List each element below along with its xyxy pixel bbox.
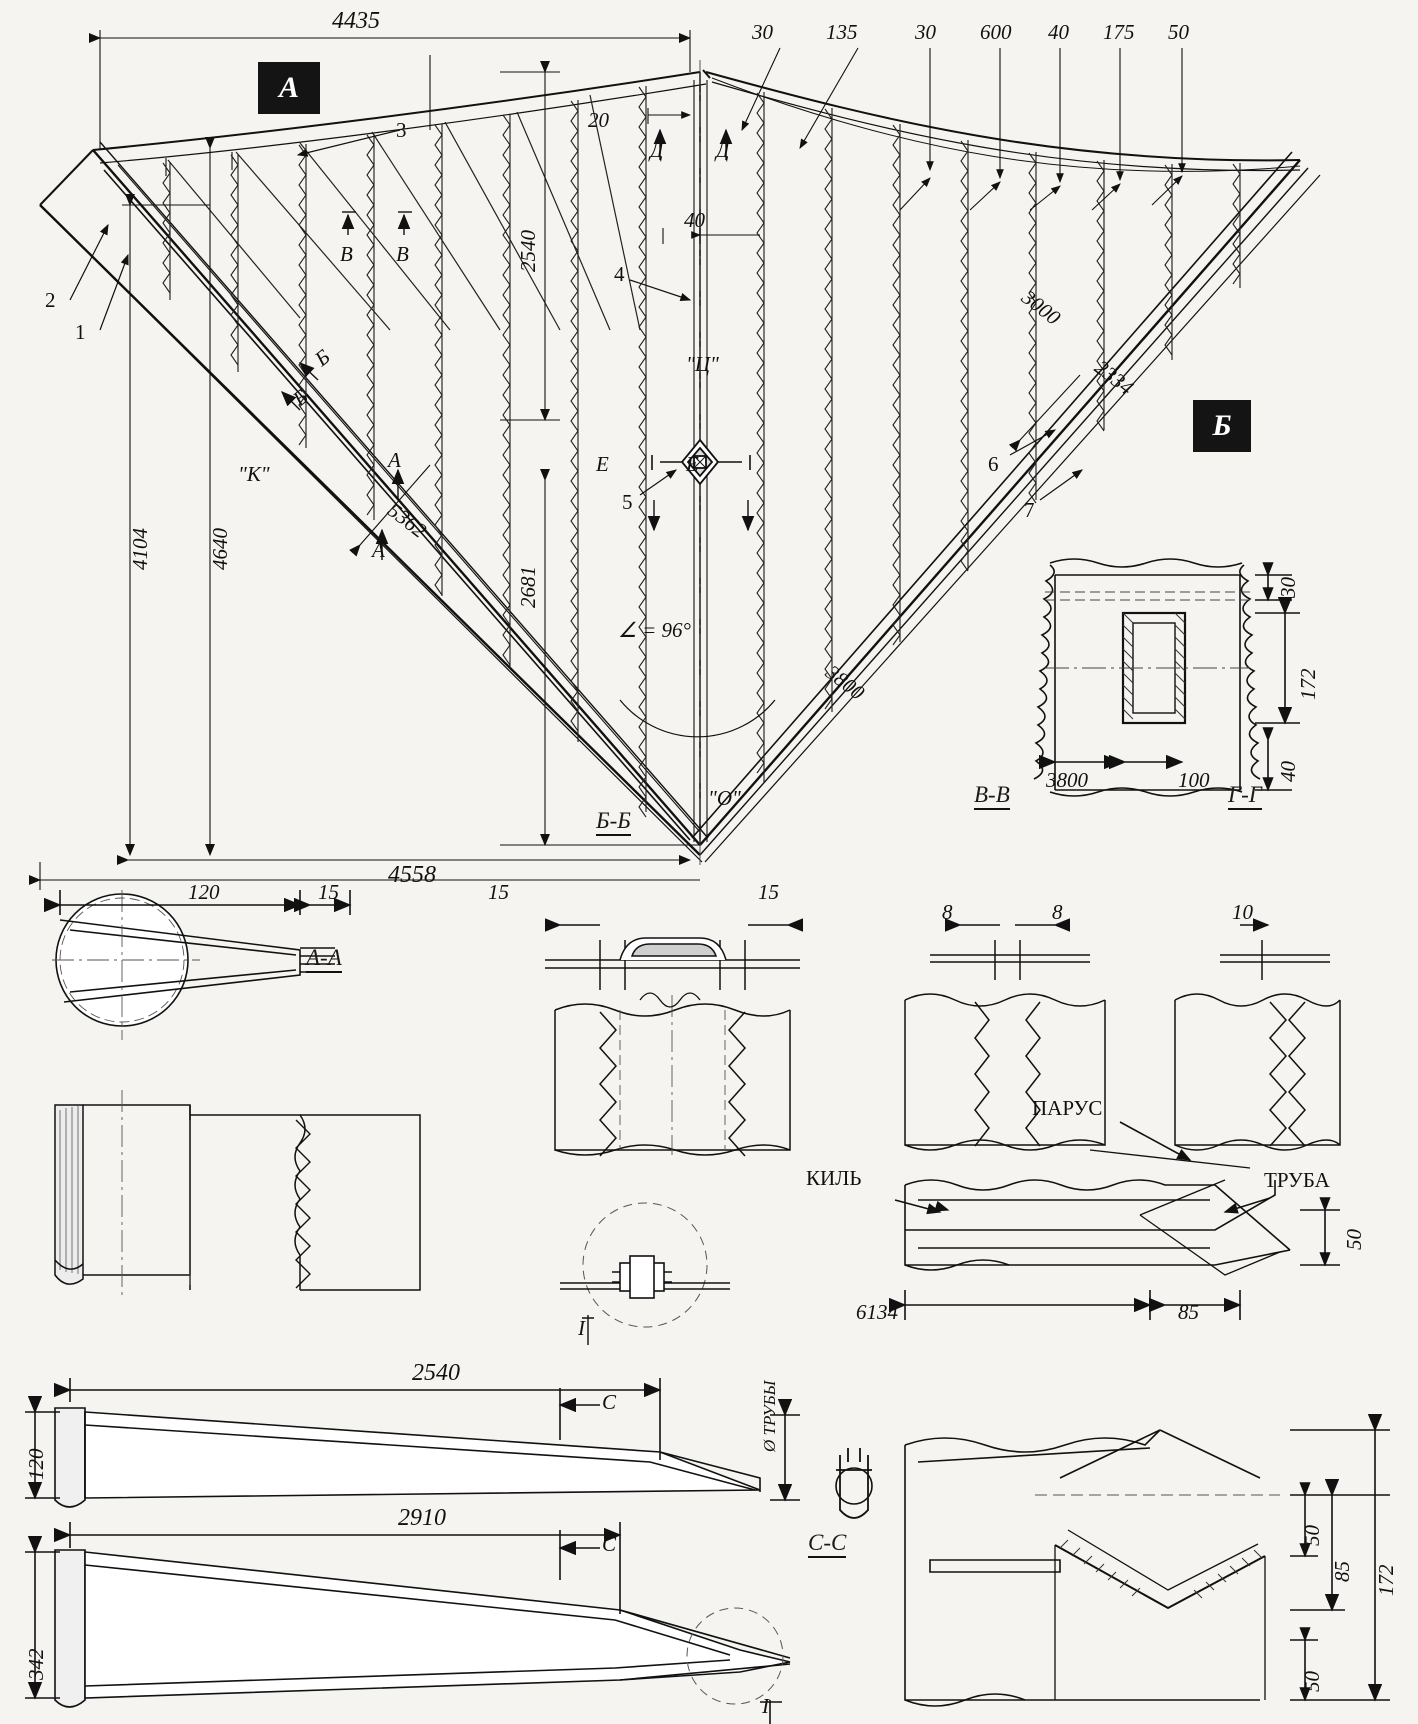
dim-3800: 3800 <box>821 660 870 705</box>
part-number-1: 1 <box>75 320 86 344</box>
view-tag-b-label: Б <box>1212 409 1232 442</box>
aa-dim-120: 120 <box>188 880 220 904</box>
dim-5362: 5362 <box>383 498 432 543</box>
part-number-6: 6 <box>988 452 999 476</box>
dim-2681: 2681 <box>516 566 540 608</box>
section-title-cc-label: С-С <box>808 1530 846 1558</box>
view-tag-a <box>258 62 320 114</box>
dim-20: 20 <box>588 108 609 132</box>
mark-e-left: Е <box>596 452 609 476</box>
vv-dim-100: 100 <box>1178 768 1210 792</box>
br-dim-50-lower: 50 <box>1300 1671 1324 1692</box>
view-tag-a-label: А <box>278 71 299 104</box>
bl-dim-120: 120 <box>24 1448 48 1480</box>
bl-dim-2910: 2910 <box>398 1505 446 1531</box>
view-tag-b <box>1193 400 1251 452</box>
mark-b-upper: Б <box>310 344 335 371</box>
mark-ts: "Ц" <box>686 352 719 376</box>
vv-dim-40: 40 <box>1276 761 1300 782</box>
vv-thickness-8a: 8 <box>942 900 953 924</box>
top-dim-3: 30 <box>915 20 936 44</box>
label-sail: ПАРУС <box>1032 1096 1103 1120</box>
mark-d-right: Д <box>716 138 730 162</box>
mark-e-right: Е <box>686 452 699 476</box>
vv-dim-30: 30 <box>1276 577 1300 598</box>
top-dim-5: 40 <box>1048 20 1069 44</box>
dim-4558: 4558 <box>388 862 436 888</box>
dim-4104: 4104 <box>128 528 152 570</box>
vv-dim-3800: 3800 <box>1046 768 1088 792</box>
mark-i-detail: I <box>578 1316 585 1340</box>
mark-b-lower: Б <box>288 384 313 411</box>
angle-96: ∠ = 96° <box>618 618 691 642</box>
part-number-4: 4 <box>614 262 625 286</box>
bl-dim-2540: 2540 <box>412 1360 460 1386</box>
bl-dim-342: 342 <box>24 1648 48 1680</box>
br-dim-50-upper: 50 <box>1300 1525 1324 1546</box>
part-number-2: 2 <box>45 288 56 312</box>
bb-dim-15-right: 15 <box>758 880 779 904</box>
part-number-7: 7 <box>1024 498 1035 522</box>
aa-dim-15: 15 <box>318 880 339 904</box>
dim-40-hub: 40 <box>684 208 705 232</box>
label-tube: ТРУБА <box>1264 1168 1330 1192</box>
bb-dim-15-left: 15 <box>488 880 509 904</box>
top-dim-6: 175 <box>1103 20 1135 44</box>
mark-k: "К" <box>238 462 270 486</box>
vv-dim-172: 172 <box>1296 668 1320 700</box>
mark-o: "О" <box>708 786 741 810</box>
keel-dim-85: 85 <box>1178 1300 1199 1324</box>
br-dim-172: 172 <box>1374 1564 1398 1596</box>
dim-top-span: 4435 <box>332 8 380 34</box>
section-title-gg-label: Г-Г <box>1228 782 1262 810</box>
mark-c-upper: С <box>602 1390 617 1414</box>
top-dim-2: 135 <box>826 20 858 44</box>
section-title-bb <box>596 808 631 834</box>
mark-a-lower: А <box>372 538 385 562</box>
vv-thickness-8b: 8 <box>1052 900 1063 924</box>
section-title-gg <box>1228 782 1262 808</box>
dim-4640: 4640 <box>208 528 232 570</box>
gg-thickness-10: 10 <box>1232 900 1253 924</box>
section-title-aa-label: A-A <box>306 945 342 973</box>
section-title-cc <box>808 1530 846 1556</box>
mark-v-left: В <box>340 242 353 266</box>
bl-tube-diameter: Ø ТРУБЫ <box>760 1380 779 1452</box>
top-dim-4: 600 <box>980 20 1012 44</box>
part-number-5: 5 <box>622 490 633 514</box>
top-dim-7: 50 <box>1168 20 1189 44</box>
section-title-aa <box>306 945 342 971</box>
mark-v-right: В <box>396 242 409 266</box>
top-dim-1: 30 <box>752 20 773 44</box>
keel-dim-50: 50 <box>1342 1229 1366 1250</box>
dim-2540: 2540 <box>516 230 540 272</box>
mark-i-detail-2: I <box>762 1694 769 1718</box>
mark-d-left: Д <box>650 138 664 162</box>
keel-dim-6134: 6134 <box>856 1300 898 1324</box>
mark-c-lower: С <box>602 1532 617 1556</box>
section-title-vv <box>974 782 1010 808</box>
dim-2334: 2334 <box>1090 355 1139 400</box>
label-keel: КИЛЬ <box>806 1166 862 1190</box>
mark-a-upper: А <box>388 448 401 472</box>
part-number-3: 3 <box>396 118 407 142</box>
dim-3000: 3000 <box>1017 285 1066 330</box>
section-title-bb-label: Б-Б <box>596 808 631 836</box>
br-dim-85: 85 <box>1330 1561 1354 1582</box>
section-title-vv-label: В-В <box>974 782 1010 810</box>
